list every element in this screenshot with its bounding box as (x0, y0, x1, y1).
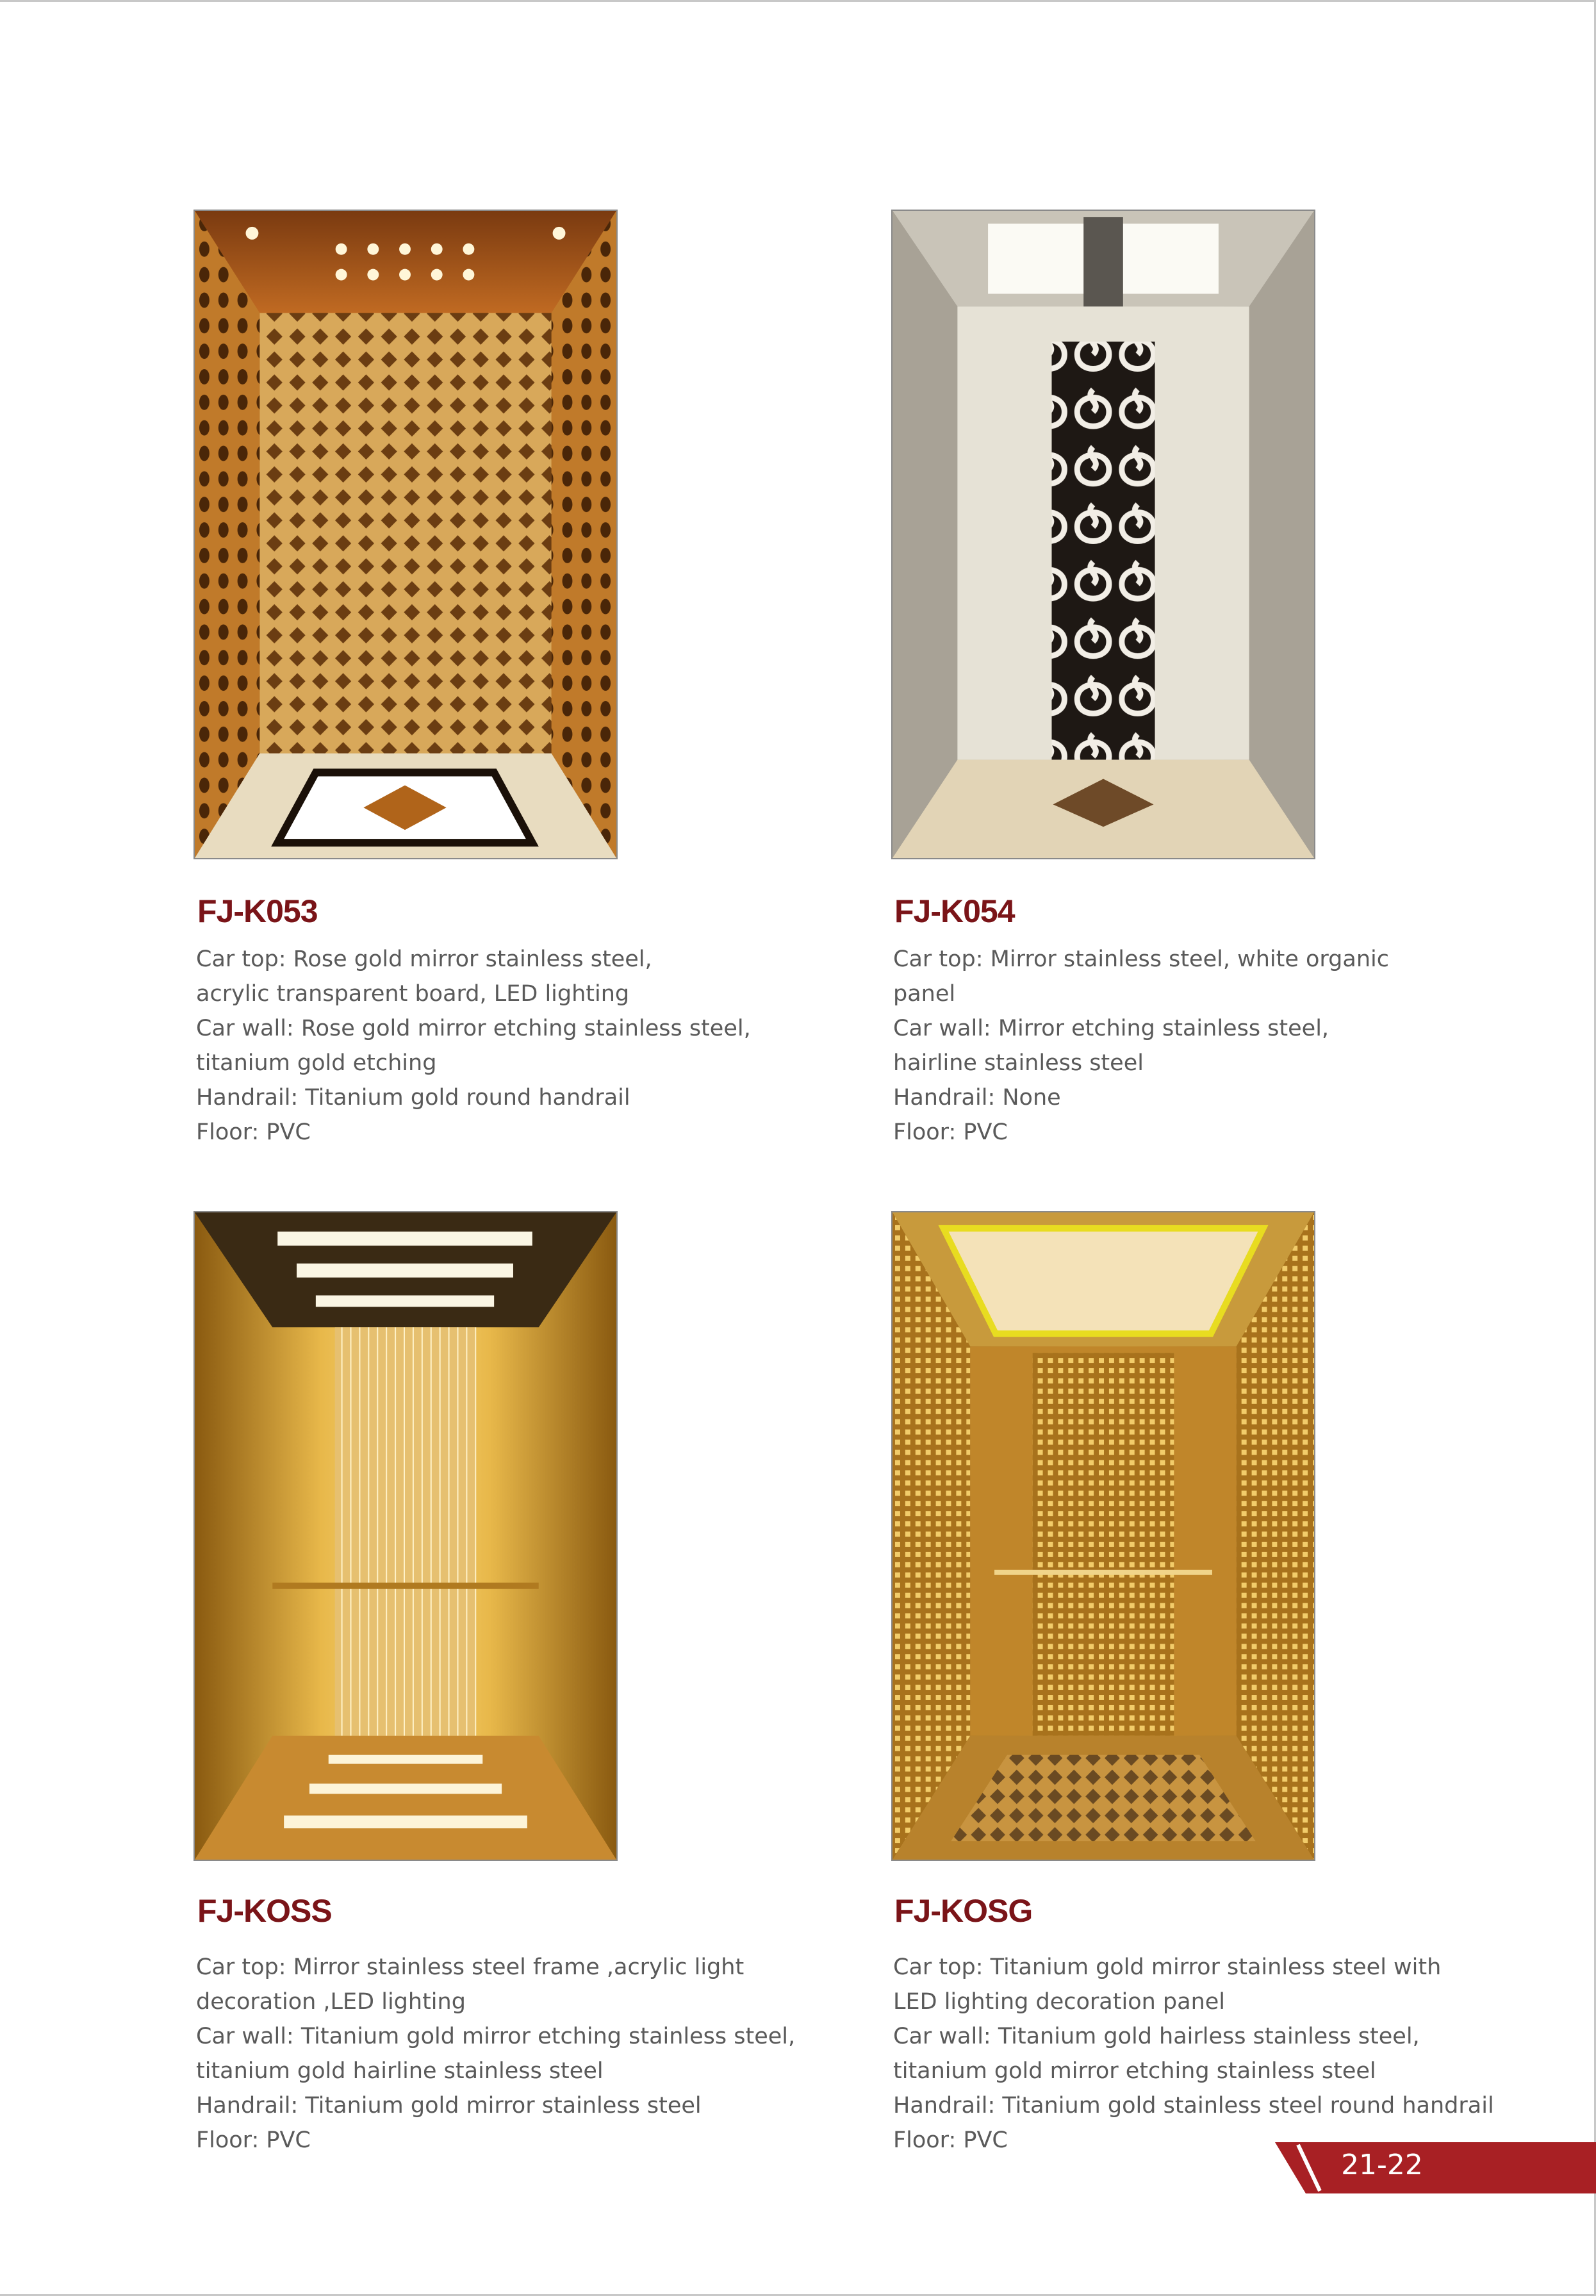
description-line: Car top: Titanium gold mirror stainless steel with (893, 1954, 1442, 1980)
description-line: Handrail: Titanium gold stainless steel round handrail (893, 2093, 1494, 2118)
elevator-photo-fj-k053 (193, 210, 618, 859)
description-line: acrylic transparent board, LED lighting (196, 981, 630, 1007)
product-code: FJ-KOSG (894, 1893, 1033, 1929)
product-code: FJ-K053 (197, 893, 318, 929)
description-line: Car top: Rose gold mirror stainless steel, (196, 946, 652, 972)
description-line: Car top: Mirror stainless steel frame ,acrylic light (196, 1954, 745, 1980)
product-code: FJ-K054 (894, 893, 1015, 929)
description-line: Car top: Mirror stainless steel, white organic (893, 946, 1389, 972)
description-line: Car wall: Titanium gold hairless stainless steel, (893, 2024, 1420, 2049)
description-line: Car wall: Titanium gold mirror etching stainless steel, (196, 2024, 796, 2049)
description-line: Handrail: Titanium gold round handrail (196, 1085, 630, 1111)
description-line: Floor: PVC (196, 2127, 311, 2153)
page-number-badge (1275, 2142, 1596, 2193)
page-number: 21-22 (1341, 2149, 1423, 2181)
description-line: Floor: PVC (196, 1119, 311, 1145)
product-description (196, 942, 751, 1150)
product-description (893, 1950, 1494, 2158)
description-line: Car wall: Mirror etching stainless steel, (893, 1016, 1329, 1041)
description-line: LED lighting decoration panel (893, 1989, 1226, 2015)
description-line: Handrail: None (893, 1085, 1061, 1111)
product-code: FJ-KOSS (197, 1893, 332, 1929)
description-line: Floor: PVC (893, 2127, 1008, 2153)
description-line: titanium gold mirror etching stainless steel (893, 2058, 1376, 2084)
elevator-photo-fj-koss (193, 1211, 618, 1861)
page-badge-shape (1275, 2142, 1596, 2193)
description-line: hairline stainless steel (893, 1050, 1144, 1076)
description-line: Car wall: Rose gold mirror etching stainless steel, (196, 1016, 751, 1041)
description-line: titanium gold hairline stainless steel (196, 2058, 604, 2084)
elevator-photo-fj-k054 (891, 210, 1315, 859)
description-line: Handrail: Titanium gold mirror stainless steel (196, 2093, 702, 2118)
product-description (893, 942, 1389, 1150)
elevator-photo-fj-kosg (891, 1211, 1315, 1861)
description-line: Floor: PVC (893, 1119, 1008, 1145)
product-description (196, 1950, 795, 2158)
description-line: decoration ,LED lighting (196, 1989, 466, 2015)
description-line: titanium gold etching (196, 1050, 437, 1076)
description-line: panel (893, 981, 956, 1007)
